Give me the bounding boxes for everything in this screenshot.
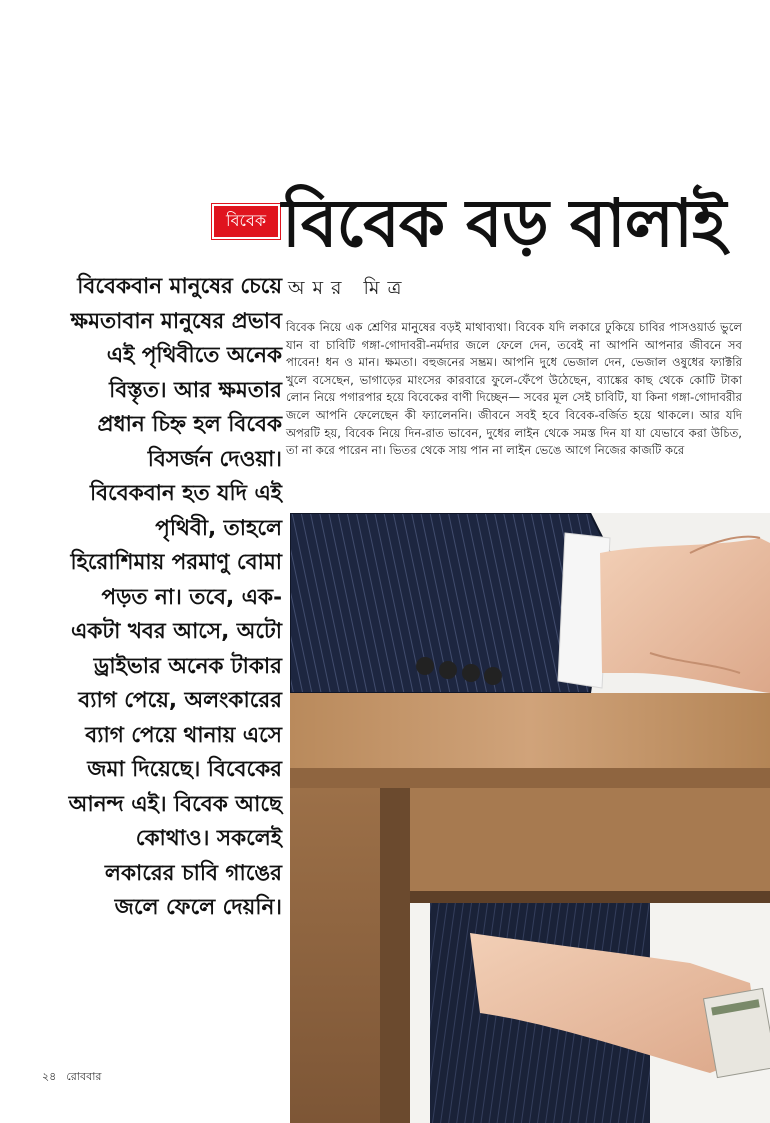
handshake-bribe-photo xyxy=(290,513,770,1123)
article-headline: বিবেক বড় বালাই xyxy=(282,184,726,262)
intro-paragraph: বিবেক নিয়ে এক শ্রেণির মানুষের বড়ই মাথাব্যথা। বিবেক যদি লকারে ঢুকিয়ে চাবির পাসওয়ার্ড ভুলে যান বা চাবিটি গঙ্গা-গোদাবরী-নর্মদার জলে ফেলে দেন, তবেই না আপনি আপনার জীবনে সব পাবেন! ধন ও মান। ক্ষমতা। বহুজনের সম্ভ্রম। আপনি দুধে ভেজাল দেন, ভেজাল ওষুধের ফ্যাক্টরি খুলে বসেছেন, ভাগাড়ের মাংসের কারবারে ফুলে-ফেঁপে উঠেছেন, ব্যাঙ্কের কাছ থেকে কোটি টাকা লোন নিয়ে পগারপার হয়ে বিবেকের বাণী দিচ্ছেন— সবের মূল সেই চাবিটি, যা কিনা গঙ্গা-গোদাবরীর জলে আপনি ফেলেছেন কী ফ্যালেননি। জীবনে সবই হবে বিবেক-বর্জিত হয়ে থাকলে। আর যদি অপরটি হয়, বিবেক নিয়ে দিন-রাত ভাবেন, দুধের লাইন থেকে সমস্ত দিন যা যা যেভাবে করা উচিত, তা না করে পারেন না। ভিতর থেকে সায় পান না লাইন ভেঙে আগে নিজের কাজটি করে xyxy=(286,320,742,458)
page-footer xyxy=(42,1068,112,1087)
pull-quote: বিবেকবান মানুষের চেয়ে ক্ষমতাবান মানুষের প্রভাব এই পৃথিবীতে অনেক বিস্তৃত। আর ক্ষমতার প্রধান চিহ্ন হল বিবেক বিসর্জন দেওয়া। বিবেকবান হত যদি এই পৃথিবী, তাহলে হিরোশিমায় পরমাণু বোমা পড়ত না। তবে, এক-একটা খবর আসে, অটো ড্রাইভার অনেক টাকার ব্যাগ পেয়ে, অলংকারের ব্যাগ পেয়ে থানায় এসে জমা দিয়েছে। বিবেকের আনন্দ এই। বিবেক আছে কোথাও। সকলেই লকারের চাবি গাঙের জলে ফেলে দেয়নি। xyxy=(68,274,282,920)
author-byline: অমর মিত্র xyxy=(288,277,410,299)
magazine-name: রোববার xyxy=(66,1070,102,1083)
section-tag: বিবেক xyxy=(212,204,280,239)
page-number: ২৪ xyxy=(42,1070,57,1083)
